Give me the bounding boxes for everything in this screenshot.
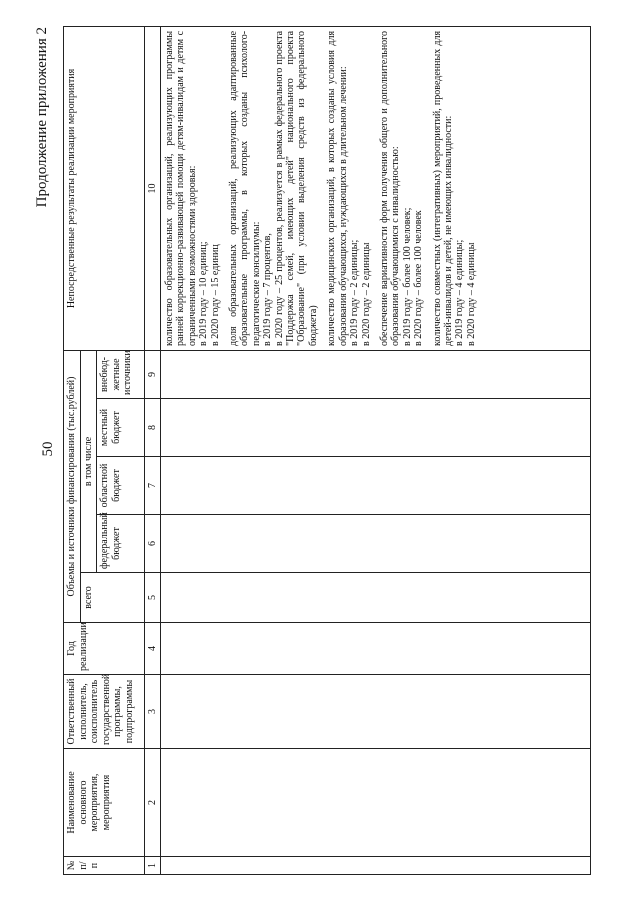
result-text: количество медицинских организаций, в которых созданы условия для образования обучающихся, нуждающихся в длительном лечении: xyxy=(326,30,349,346)
column-number: 3 xyxy=(145,675,161,749)
result-text: количество совместных (интегративных) мероприятий, проведенных для детей-инвалидов и детей, не имеющих инвалидности: xyxy=(431,30,454,346)
column-number: 8 xyxy=(145,399,161,457)
result-item xyxy=(228,31,319,346)
result-line: в 2019 году – 7 процентов, xyxy=(262,233,274,346)
column-number: 4 xyxy=(145,623,161,675)
header-finance: Объемы и источники финансирования (тыс.рублей) xyxy=(64,350,81,622)
column-number: 5 xyxy=(145,573,161,623)
result-line: в 2019 году – 4 единицы; xyxy=(454,239,466,346)
result-line: в 2020 году – 4 единицы xyxy=(465,242,477,346)
header-local: местный бюджет xyxy=(97,399,145,457)
row-extrabudget-cell xyxy=(161,350,591,398)
row-local-cell xyxy=(161,399,591,457)
row-federal-cell xyxy=(161,515,591,573)
header-regional: областной бюджет xyxy=(97,457,145,515)
page-number: 50 xyxy=(40,441,56,457)
header-federal: федеральный бюджет xyxy=(97,515,145,573)
column-number: 10 xyxy=(145,26,161,350)
result-item xyxy=(326,31,372,346)
row-regional-cell xyxy=(161,457,591,515)
column-number: 7 xyxy=(145,457,161,515)
header-executor: Ответственный исполнитель, соисполнитель государственной программы, подпрограммы xyxy=(64,675,145,749)
column-number: 6 xyxy=(145,515,161,573)
results-cell xyxy=(161,26,591,350)
result-item xyxy=(379,31,425,346)
row-total-cell xyxy=(161,573,591,623)
header-extrabudget: внебюд-жетные источники xyxy=(97,350,145,398)
row-num-cell xyxy=(161,857,591,875)
column-number: 1 xyxy=(145,857,161,875)
header-name: Наименование основного мероприятия, мероприятия xyxy=(64,749,145,857)
row-executor-cell xyxy=(161,675,591,749)
program-table xyxy=(63,26,591,875)
header-num: № п/п xyxy=(64,857,145,875)
result-line: в 2020 году – более 100 человек xyxy=(413,210,425,346)
result-line: в 2020 году – 15 единиц xyxy=(209,244,221,346)
header-total: всего xyxy=(80,573,145,623)
row-name-cell xyxy=(161,749,591,857)
result-text: обеспечение вариативности форм получения общего и дополнительного образования обучающимися с инвалидностью: xyxy=(378,30,402,346)
header-results: Непосредственные результаты реализации мероприятия xyxy=(64,26,145,350)
result-text: доля образовательных организаций, реализующих адаптированные образовательные программы, в которых созданы психолого-педагогические консилиумы: xyxy=(228,30,262,346)
header-year: Год реализации xyxy=(64,623,145,675)
header-including: в том числе xyxy=(80,350,97,572)
row-year-cell xyxy=(161,623,591,675)
column-number: 9 xyxy=(145,350,161,398)
result-line: в 2019 году – 2 единицы; xyxy=(349,239,361,346)
result-item xyxy=(164,31,221,346)
result-line: в 2019 году – более 100 человек; xyxy=(401,207,413,346)
result-line: в 2019 году – 10 единиц; xyxy=(198,241,210,346)
appendix-title: Продолжение приложения 2 xyxy=(34,27,50,208)
result-item xyxy=(432,31,478,346)
result-line: в 2020 году – 25 процентов, реализуется в рамках федерального проекта "Поддержка семей, имеющих детей" национального проекта "Образование" (при условии выделения средств из федерального бюджета) xyxy=(273,30,319,346)
result-line: в 2020 году – 2 единицы xyxy=(360,242,372,346)
result-text: количество образовательных организаций, реализующих программы ранней коррекционно-развивающей помощи детям-инвалидам и детям с ограниченными возможностями здоровья: xyxy=(164,30,198,346)
column-number: 2 xyxy=(145,749,161,857)
